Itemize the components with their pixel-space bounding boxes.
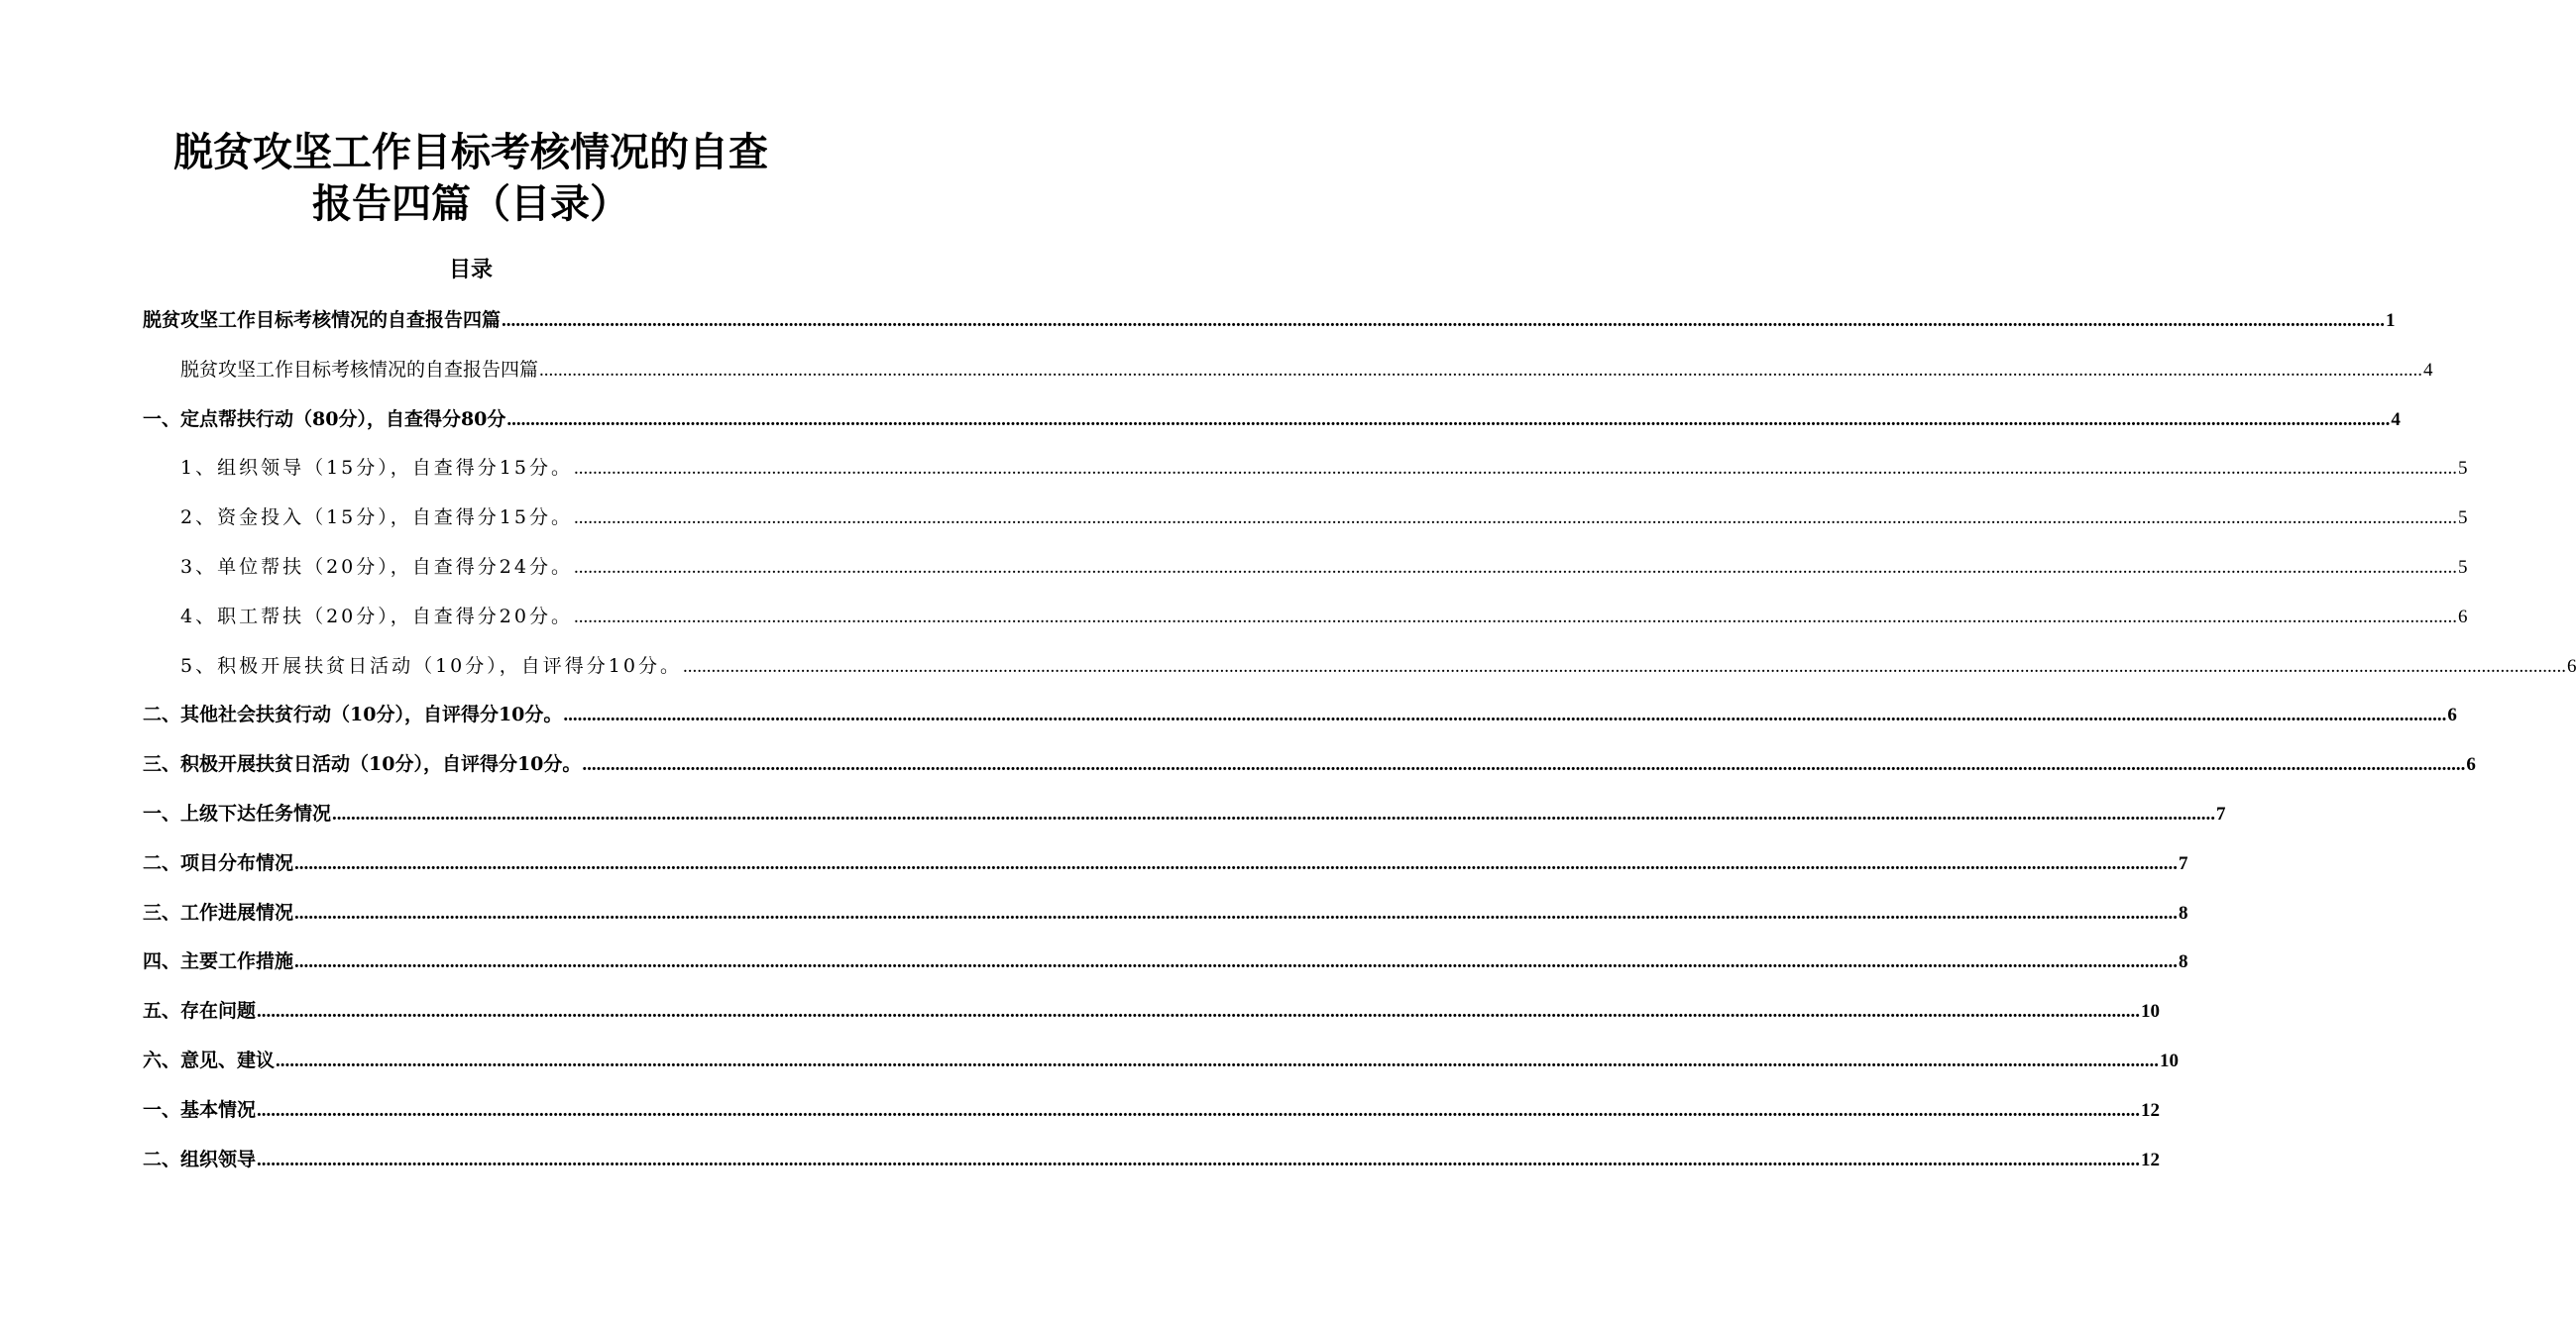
toc-entry[interactable] [143, 352, 2433, 401]
toc-dot-leader: ................................................................................................................................................................................................................................................................................................................................................................................................................ [294, 902, 2179, 924]
document-title-line-2: 报告四篇（目录） [312, 180, 629, 227]
toc-entry-text: 二、项目分布情况 [143, 851, 294, 874]
toc-entry-text: 脱贫攻坚工作目标考核情况的自查报告四篇 [143, 309, 502, 331]
toc-entry-text: 2、资金投入（15分），自查得分15分。 [180, 506, 573, 529]
toc-entry-text: 4、职工帮扶（20分），自查得分20分。 [180, 605, 573, 627]
toc-dot-leader: ................................................................................................................................................................................................................................................................................................................................................................................................................ [294, 951, 2179, 973]
toc-page-number: 12 [2141, 1149, 2161, 1170]
toc-dot-leader: ................................................................................................................................................................................................................................................................................................................................................................................................................ [573, 556, 2457, 578]
toc-entry[interactable] [143, 746, 2476, 796]
toc-entry-text: 四、主要工作措施 [143, 950, 294, 973]
toc-entry[interactable] [143, 993, 2161, 1043]
toc-dot-leader: ................................................................................................................................................................................................................................................................................................................................................................................................................ [573, 507, 2457, 529]
toc-entry[interactable] [143, 401, 2401, 451]
toc-entry[interactable] [143, 845, 2188, 895]
toc-entry[interactable] [143, 500, 2468, 549]
toc-dot-leader: ................................................................................................................................................................................................................................................................................................................................................................................................................ [502, 310, 2386, 331]
toc-dot-leader: ................................................................................................................................................................................................................................................................................................................................................................................................................ [582, 754, 2466, 776]
toc-page-number: 7 [2216, 803, 2226, 825]
toc-dot-leader: ................................................................................................................................................................................................................................................................................................................................................................................................................ [257, 1149, 2141, 1170]
toc-entry-text: 五、存在问题 [143, 1000, 257, 1023]
toc-entry[interactable] [143, 1142, 2161, 1191]
toc-entry[interactable] [143, 599, 2468, 648]
toc-page-number: 5 [2457, 507, 2468, 529]
toc-page-number: 5 [2457, 556, 2468, 578]
toc-entry[interactable] [143, 648, 2576, 698]
toc-page-number: 6 [2447, 705, 2457, 726]
toc-page-number: 4 [2391, 408, 2401, 430]
toc-dot-leader: ................................................................................................................................................................................................................................................................................................................................................................................................................ [332, 803, 2216, 825]
toc-entry[interactable] [143, 302, 2396, 352]
toc-page-number: 6 [2457, 606, 2468, 627]
toc-page-number: 1 [2386, 310, 2396, 331]
toc-entry[interactable] [143, 549, 2468, 599]
toc-entry-text: 六、意见、建议 [143, 1049, 276, 1071]
toc-entry-text: 5、积极开展扶贫日活动（10分），自评得分10分。 [180, 654, 682, 677]
toc-entry-text: 1、组织领导（15分），自查得分15分。 [180, 457, 573, 480]
toc-dot-leader: ................................................................................................................................................................................................................................................................................................................................................................................................................ [539, 359, 2423, 381]
toc-heading: 目录 [448, 257, 493, 282]
toc-entry-text: 二、其他社会扶贫行动（10分），自评得分10分。 [143, 704, 563, 726]
toc-entry-text: 脱贫攻坚工作目标考核情况的自查报告四篇 [180, 358, 539, 381]
table-of-contents [143, 302, 2576, 1190]
toc-entry-text: 二、组织领导 [143, 1148, 257, 1170]
toc-page-number: 6 [2466, 754, 2476, 776]
toc-dot-leader: ................................................................................................................................................................................................................................................................................................................................................................................................................ [257, 1099, 2141, 1121]
document-title-line-1: 脱贫攻坚工作目标考核情况的自查 [173, 129, 768, 175]
toc-entry[interactable] [143, 697, 2457, 746]
document-title [99, 127, 842, 230]
toc-page-number: 10 [2160, 1050, 2180, 1071]
toc-page-number: 5 [2457, 458, 2468, 480]
toc-entry-text: 一、上级下达任务情况 [143, 802, 332, 825]
toc-page-number: 4 [2423, 359, 2433, 381]
toc-entry[interactable] [143, 895, 2188, 944]
toc-page-number: 8 [2179, 902, 2188, 924]
toc-dot-leader: ................................................................................................................................................................................................................................................................................................................................................................................................................ [563, 705, 2447, 726]
toc-entry-text: 三、积极开展扶贫日活动（10分），自评得分10分。 [143, 753, 582, 776]
toc-dot-leader: ................................................................................................................................................................................................................................................................................................................................................................................................................ [506, 408, 2391, 430]
toc-entry-text: 一、基本情况 [143, 1098, 257, 1121]
toc-entry[interactable] [143, 796, 2226, 845]
toc-entry-text: 3、单位帮扶（20分），自查得分24分。 [180, 555, 573, 578]
toc-page-number: 10 [2141, 1001, 2161, 1023]
toc-entry[interactable] [143, 944, 2188, 993]
toc-dot-leader: ................................................................................................................................................................................................................................................................................................................................................................................................................ [573, 606, 2457, 627]
toc-dot-leader: ................................................................................................................................................................................................................................................................................................................................................................................................................ [294, 852, 2179, 874]
toc-page-number: 8 [2179, 951, 2188, 973]
toc-page-number: 7 [2179, 852, 2188, 874]
toc-page-number: 12 [2141, 1099, 2161, 1121]
toc-dot-leader: ................................................................................................................................................................................................................................................................................................................................................................................................................ [257, 1001, 2141, 1023]
toc-entry[interactable] [143, 1043, 2180, 1092]
toc-entry[interactable] [143, 450, 2468, 500]
toc-entry-text: 三、工作进展情况 [143, 901, 294, 924]
toc-dot-leader: ................................................................................................................................................................................................................................................................................................................................................................................................................ [276, 1050, 2160, 1071]
toc-dot-leader: ................................................................................................................................................................................................................................................................................................................................................................................................................ [682, 655, 2566, 677]
toc-entry[interactable] [143, 1092, 2161, 1142]
toc-entry-text: 一、定点帮扶行动（80分），自查得分80分 [143, 407, 506, 430]
toc-dot-leader: ................................................................................................................................................................................................................................................................................................................................................................................................................ [573, 458, 2457, 480]
toc-page-number: 6 [2566, 655, 2576, 677]
